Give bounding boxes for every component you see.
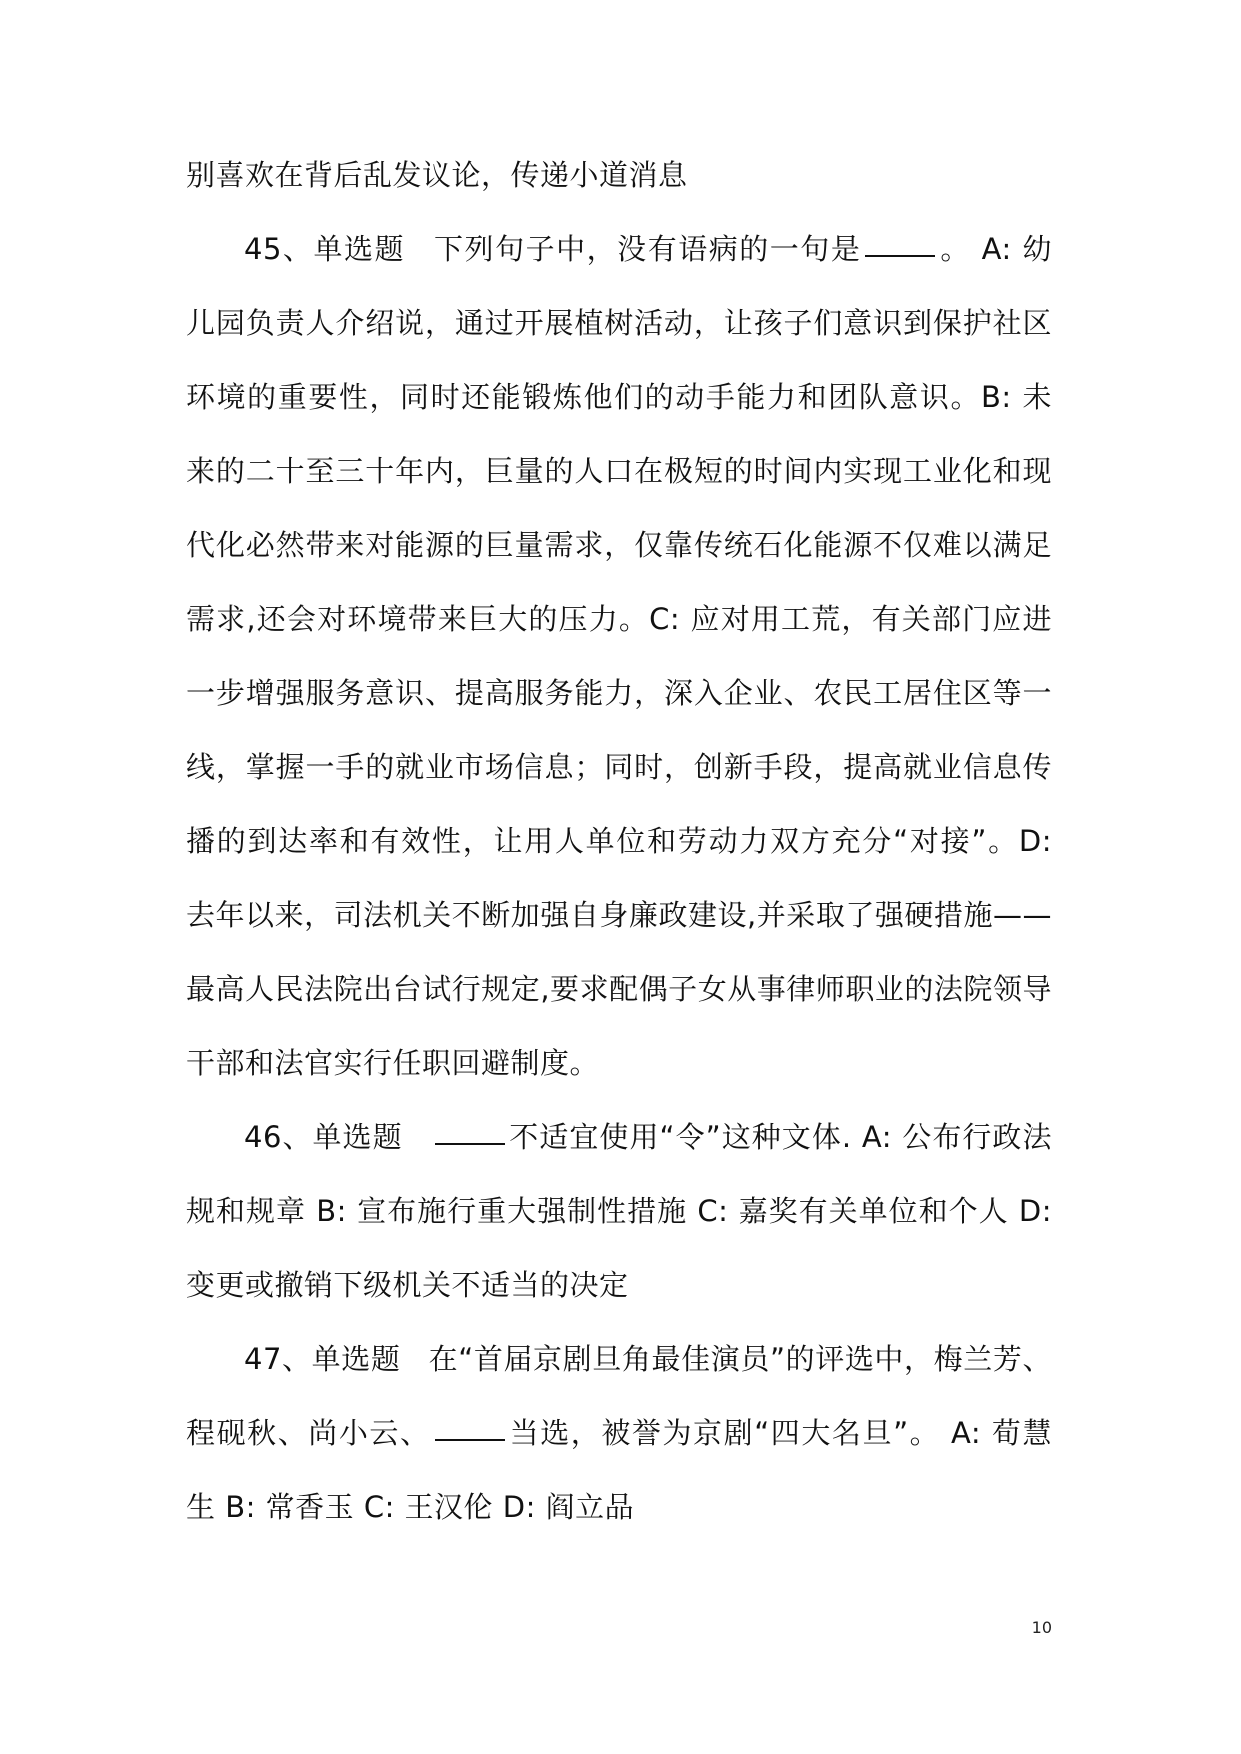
question-45 [186, 212, 1052, 1100]
question-46-label: 46、单选题 [244, 1120, 403, 1154]
question-47-label: 47、单选题 [244, 1342, 401, 1376]
answer-blank [865, 235, 935, 257]
question-45-stem: 下列句子中，没有语病的一句是 [433, 232, 862, 266]
question-46-options: 不适宜使用“令”这种文体. A: 公布行政法规和规章 B: 宣布施行重大强制性措施 C: 嘉奖有关单位和个人 D: 变更或撤销下级机关不适当的决定 [186, 1120, 1052, 1302]
paragraph-continuation [186, 138, 1052, 212]
page-content [186, 138, 1052, 1544]
answer-blank [435, 1419, 505, 1441]
answer-blank [435, 1123, 505, 1145]
page-number: 10 [1031, 1618, 1052, 1637]
question-45-options: 。 A: 幼儿园负责人介绍说，通过开展植树活动，让孩子们意识到保护社区环境的重要性，同时还能锻炼他们的动手能力和团队意识。B: 未来的二十至三十年内，巨量的人口在极短的时间内实现工业化和现代化必然带来对能源的巨量需求，仅靠传统石化能源不仅难以满足需求,还会对环境带来巨大的压力。C: 应对用工荒，有关部门应进一步增强服务意识、提高服务能力，深入企业、农民工居住区等一线，掌握一手的就业市场信息；同时，创新手段，提高就业信息传播的到达率和有效性，让用人单位和劳动力双方充分“对接”。D: 去年以来，司法机关不断加强自身廉政建设,并采取了强硬措施——最高人民法院出台试行规定,要求配偶子女从事律师职业的法院领导干部和法官实行任职回避制度。 [186, 232, 1052, 1080]
question-47-options: 当选，被誉为京剧“四大名旦”。 A: 荀慧生 B: 常香玉 C: 王汉伦 D: 阎立品 [186, 1416, 1052, 1524]
continuation-text: 别喜欢在背后乱发议论，传递小道消息 [186, 158, 688, 192]
question-47-stem: 在“首届京剧旦角最佳演员”的评选中，梅兰芳、程砚秋、尚小云、 [186, 1342, 1052, 1450]
question-47 [186, 1322, 1052, 1544]
question-46 [186, 1100, 1052, 1322]
question-45-label: 45、单选题 [244, 232, 406, 266]
